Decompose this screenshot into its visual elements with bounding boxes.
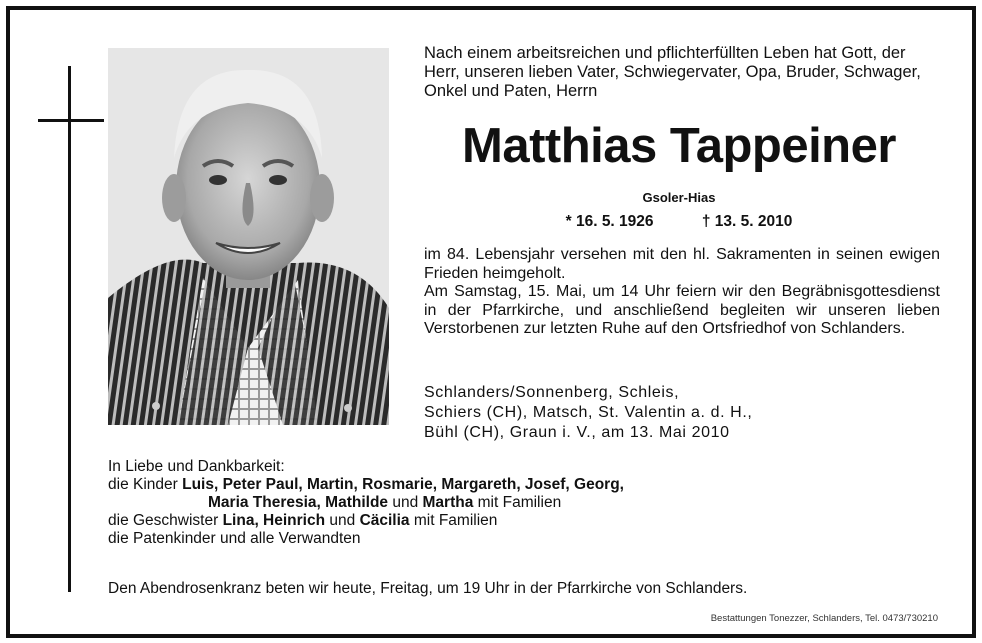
mourners-heading: In Liebe und Dankbarkeit: xyxy=(108,458,285,475)
children-last-name: Martha xyxy=(422,494,474,511)
children-line-1 xyxy=(108,476,928,494)
funeral-home-credit: Bestattungen Tonezzer, Schlanders, Tel. 0473/730210 xyxy=(710,613,938,624)
siblings-last-name: Cäcilia xyxy=(359,512,410,529)
children-names-cont: Maria Theresia, Mathilde xyxy=(208,494,389,511)
death-date: † 13. 5. 2010 xyxy=(701,213,793,230)
place-line: Bühl (CH), Graun i. V., am 13. Mai 2010 xyxy=(424,424,730,441)
mourners-list xyxy=(108,458,928,548)
siblings-prefix: die Geschwister xyxy=(108,512,223,529)
paragraph-funeral: Am Samstag, 15. Mai, um 14 Uhr feiern wir den Begräbnisgottesdienst in der Pfarrkirche, und anschließend begleiten wir unseren lieben Verstorbenen zur letzten Ruhe auf den Ortsfriedhof von Schlanders. xyxy=(424,283,940,337)
deceased-name: Matthias Tappeiner xyxy=(462,119,896,173)
conjunction: und xyxy=(388,494,423,511)
conjunction: und xyxy=(325,512,360,529)
intro-text: Nach einem arbeitsreichen und pflichterfüllten Leben hat Gott, der Herr, unseren lieben Vater, Schwiegervater, Opa, Bruder, Schwager, Onkel und Paten, Herrn xyxy=(424,44,921,100)
portrait-photo xyxy=(108,48,389,425)
siblings-line xyxy=(108,512,928,530)
with-families: mit Familien xyxy=(409,512,498,529)
cross-vertical-bar xyxy=(68,66,71,592)
obituary-body xyxy=(424,246,940,339)
life-dates xyxy=(414,213,944,231)
place-line: Schiers (CH), Matsch, St. Valentin a. d. H., xyxy=(424,404,753,421)
birth-date: * 16. 5. 1926 xyxy=(565,213,654,230)
children-prefix: die Kinder xyxy=(108,476,183,493)
rosary-notice: Den Abendrosenkranz beten wir heute, Freitag, um 19 Uhr in der Pfarrkirche von Schlanders. xyxy=(108,580,748,597)
paragraph-passing: im 84. Lebensjahr versehen mit den hl. Sakramenten in seinen ewigen Frieden heimgeholt. xyxy=(424,246,940,282)
children-line-2 xyxy=(108,494,928,512)
with-families: mit Familien xyxy=(473,494,562,511)
children-names: Luis, Peter Paul, Martin, Rosmarie, Margareth, Josef, Georg, xyxy=(182,476,624,493)
cross-horizontal-bar xyxy=(38,119,104,122)
siblings-names: Lina, Heinrich xyxy=(222,512,326,529)
place-and-date xyxy=(424,383,944,443)
godchildren-line: die Patenkinder und alle Verwandten xyxy=(108,530,361,547)
nickname: Gsoler-Hias xyxy=(642,190,716,205)
place-line: Schlanders/Sonnenberg, Schleis, xyxy=(424,384,680,401)
